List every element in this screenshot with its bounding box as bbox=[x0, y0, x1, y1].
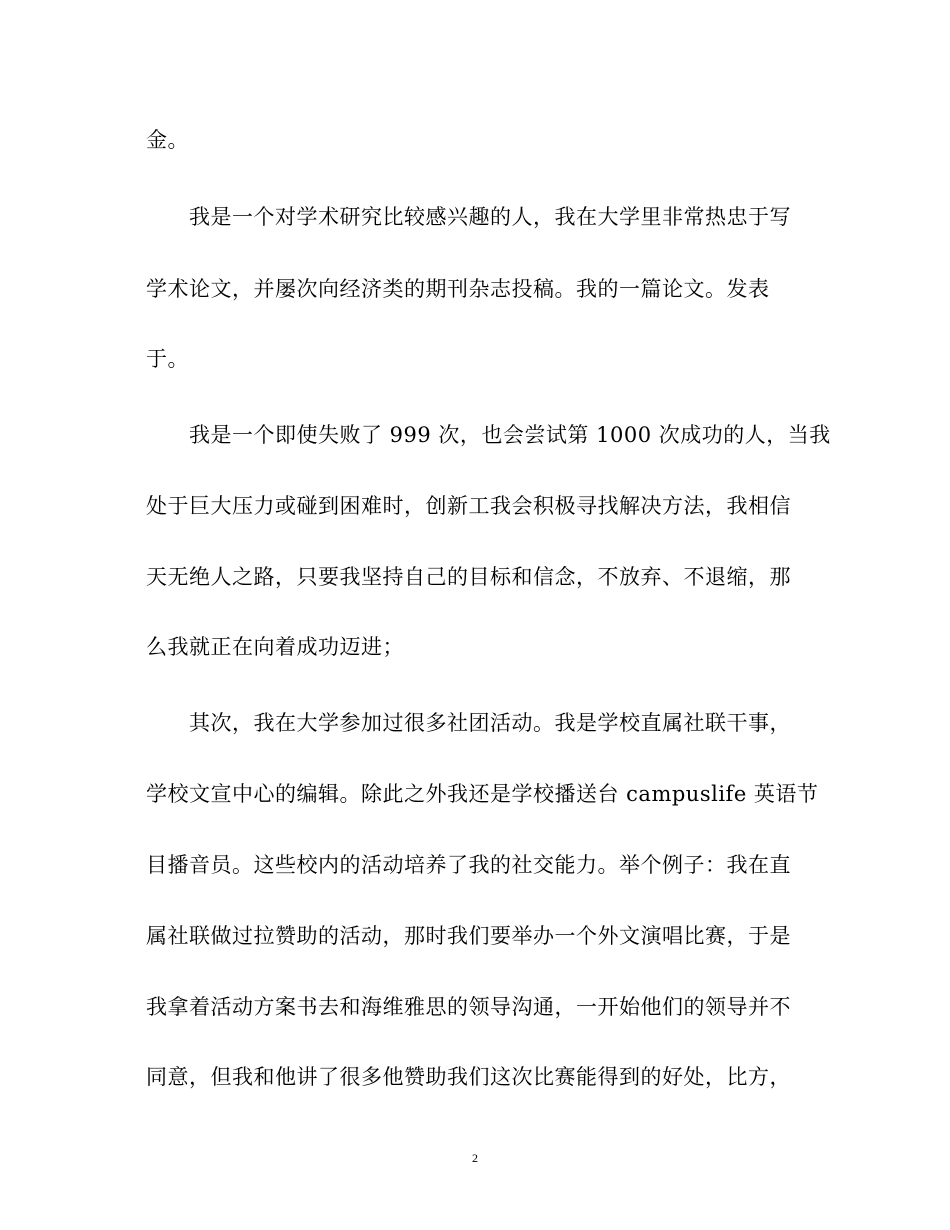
text-line: 学术论文，并屡次向经济类的期刊杂志投稿。我的一篇论文。发表 bbox=[146, 277, 770, 301]
text-line: 我拿着活动方案书去和海维雅思的领导沟通，一开始他们的领导并不 bbox=[146, 995, 791, 1019]
text-line: 于。 bbox=[146, 347, 189, 371]
text-line: 金。 bbox=[146, 128, 189, 152]
text-line: 属社联做过拉赞助的活动，那时我们要举办一个外文演唱比赛，于是 bbox=[146, 924, 791, 948]
text-line: 我是一个对学术研究比较感兴趣的人，我在大学里非常热忠于写 bbox=[146, 205, 791, 229]
text-line: 天无绝人之路，只要我坚持自己的目标和信念，不放弃、不退缩，那 bbox=[146, 565, 791, 589]
text-line: 其次，我在大学参加过很多社团活动。我是学校直属社联干事， bbox=[146, 711, 791, 735]
text-line: 同意，但我和他讲了很多他赞助我们这次比赛能得到的好处，比方， bbox=[146, 1065, 791, 1089]
text-line: 么我就正在向着成功迈进； bbox=[146, 635, 404, 659]
page-number: 2 bbox=[472, 1151, 478, 1165]
text-line: 我是一个即使失败了 999 次，也会尝试第 1000 次成功的人，当我 bbox=[146, 423, 831, 447]
text-line: 目播音员。这些校内的活动培养了我的社交能力。举个例子：我在直 bbox=[146, 853, 791, 877]
text-line: 处于巨大压力或碰到困难时，创新工我会积极寻找解决方法，我相信 bbox=[146, 494, 791, 518]
text-line: 学校文宣中心的编辑。除此之外我还是学校播送台 campuslife 英语节 bbox=[146, 782, 819, 806]
